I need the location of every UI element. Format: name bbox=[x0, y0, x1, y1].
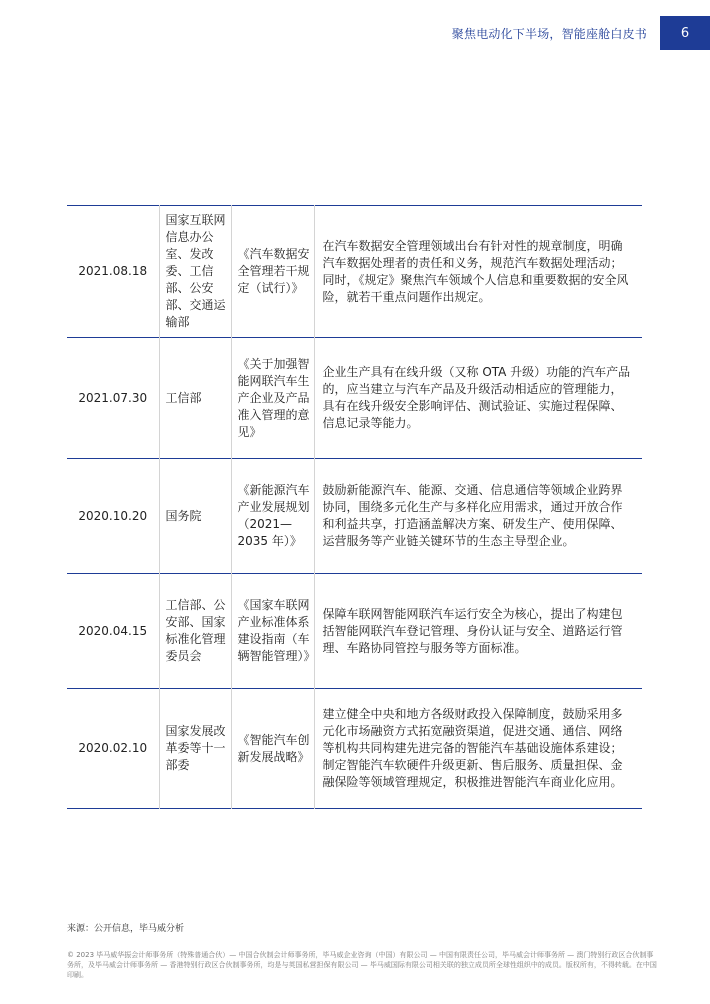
row-department: 工信部、公安部、国家标准化管理委员会 bbox=[159, 574, 231, 689]
row-document: 《智能汽车创新发展战略》 bbox=[231, 689, 314, 809]
row-content: 在汽车数据安全管理领域出台有针对性的规章制度，明确汽车数据处理者的责任和义务，规范汽车数据处理活动；同时，《规定》聚焦汽车领域个人信息和重要数据的安全风险，就若干重点问题作出规定。 bbox=[322, 238, 629, 304]
table-row bbox=[67, 574, 642, 689]
table-row bbox=[67, 206, 642, 338]
row-department: 工信部 bbox=[159, 338, 231, 459]
row-content: 保障车联网智能网联汽车运行安全为核心，提出了构建包括智能网联汽车登记管理、身份认证与安全、道路运行管理、车路协同管控与服务等方面标准。 bbox=[322, 606, 623, 655]
row-date: 2021.08.18 bbox=[67, 206, 159, 338]
header-title: 聚焦电动化下半场，智能座舱白皮书 bbox=[451, 27, 647, 41]
page-number: 6 bbox=[660, 16, 710, 50]
table-row bbox=[67, 459, 642, 574]
row-document: 《新能源汽车产业发展规划（2021—2035 年）》 bbox=[231, 459, 314, 574]
policy-table bbox=[67, 205, 642, 809]
row-date: 2020.02.10 bbox=[67, 689, 159, 809]
table-row bbox=[67, 689, 642, 809]
row-content: 建立健全中央和地方各级财政投入保障制度，鼓励采用多元化市场融资方式拓宽融资渠道，促进交通、通信、网络等机构共同构建先进完备的智能汽车基础设施体系建设；制定智能汽车软硬件升级更新、售后服务、质量担保、金融保险等领域管理规定，积极推进智能汽车商业化应用。 bbox=[322, 707, 623, 789]
row-department: 国家发展改革委等十一部委 bbox=[159, 689, 231, 809]
row-content: 企业生产具有在线升级（又称 OTA 升级）功能的汽车产品的，应当建立与汽车产品及升级活动相适应的管理能力，具有在线升级安全影响评估、测试验证、实施过程保障、信息记录等能力。 bbox=[322, 365, 631, 430]
row-content: 鼓励新能源汽车、能源、交通、信息通信等领域企业跨界协同，围绕多元化生产与多样化应用需求，通过开放合作和利益共享，打造涵盖解决方案、研发生产、使用保障、运营服务等产业链关键环节的生态主导型企业。 bbox=[322, 483, 623, 548]
row-document: 《关于加强智能网联汽车生产企业及产品准入管理的意见》 bbox=[231, 338, 314, 459]
row-date: 2021.07.30 bbox=[67, 338, 159, 459]
row-date: 2020.10.20 bbox=[67, 459, 159, 574]
copyright-footer: © 2023 毕马威华振会计师事务所（特殊普通合伙）— 中国合伙制会计师事务所，毕马威企业咨询（中国）有限公司 — 中国有限责任公司，毕马威会计师事务所 — 澳门特别行政区合伙制事务所，及毕马威会计师事务所 — 香港特别行政区合伙制事务所，均是与英国私营担保有限公司 — 毕马威国际有限公司相关联的独立成员所全球性组织中的成员。版权所有，不得转载。在中国印刷。 bbox=[67, 951, 657, 979]
row-department: 国务院 bbox=[159, 459, 231, 574]
row-department: 国家互联网信息办公室、发改委、工信部、公安部、交通运输部 bbox=[159, 206, 231, 338]
row-date: 2020.04.15 bbox=[67, 574, 159, 689]
row-document: 《国家车联网产业标准体系建设指南（车辆智能管理）》 bbox=[231, 574, 314, 689]
source-note: 来源：公开信息，毕马威分析 bbox=[67, 924, 185, 934]
row-document: 《汽车数据安全管理若干规定（试行）》 bbox=[231, 206, 314, 338]
table-row bbox=[67, 338, 642, 459]
